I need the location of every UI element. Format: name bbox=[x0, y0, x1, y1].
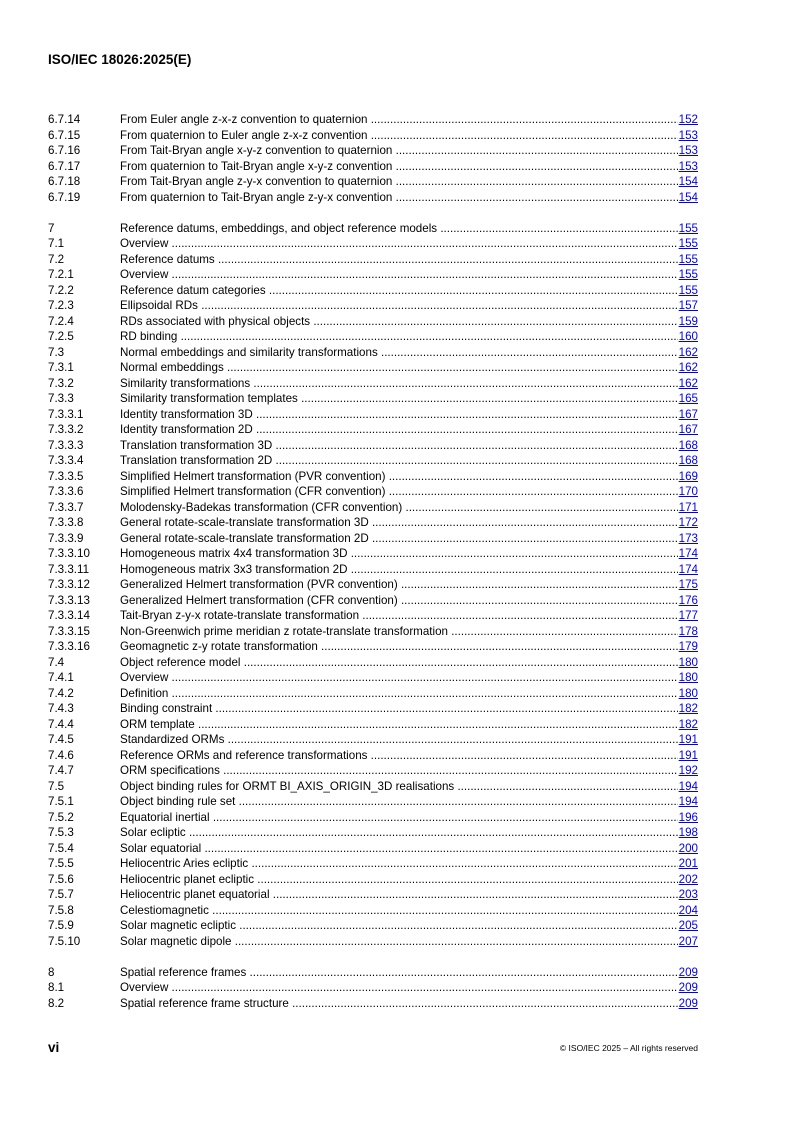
toc-entry-page-link[interactable]: 209 bbox=[678, 996, 698, 1010]
toc-entry-number: 7.5.3 bbox=[48, 826, 74, 839]
toc-entry-number: 6.7.17 bbox=[48, 159, 81, 173]
toc-entry-title: Simplified Helmert transformation (PVR convention) ..... bbox=[120, 469, 678, 485]
toc-entry-number: 7.1 bbox=[48, 237, 65, 250]
toc-entry-number: 7.5.4 bbox=[48, 841, 74, 855]
toc-entry bbox=[48, 794, 698, 810]
toc-entry bbox=[48, 655, 698, 671]
toc-entry-number: 7.3.3.2 bbox=[48, 423, 84, 436]
toc-entry bbox=[48, 360, 698, 376]
toc-entry-page-link[interactable]: 155 bbox=[678, 283, 698, 297]
toc-entry bbox=[48, 608, 698, 624]
toc-entry-page-link[interactable]: 194 bbox=[678, 795, 698, 808]
toc-entry-number: 7.3.3.5 bbox=[48, 469, 84, 483]
toc-entry-title: Reference datums ..... bbox=[120, 252, 678, 268]
toc-entry bbox=[48, 670, 698, 686]
toc-entry-title: Heliocentric Aries ecliptic ..... bbox=[120, 856, 678, 872]
toc-entry-number: 7.3.3.7 bbox=[48, 500, 84, 514]
toc-entry-title: Object binding rule set ..... bbox=[120, 794, 678, 810]
toc-entry bbox=[48, 267, 698, 283]
toc-entry-title: Solar equatorial ..... bbox=[120, 841, 678, 857]
toc-entry-number: 7.5.1 bbox=[48, 795, 74, 808]
toc-entry-title: RDs associated with physical objects ..... bbox=[120, 314, 678, 330]
toc-entry-page-link[interactable]: 155 bbox=[678, 221, 698, 235]
toc-entry bbox=[48, 872, 698, 888]
toc-entry-page-link[interactable]: 160 bbox=[678, 330, 698, 343]
toc-entry bbox=[48, 841, 698, 857]
toc-entry-number: 7.3.3.11 bbox=[48, 562, 90, 576]
toc-entry-number: 7.5.10 bbox=[48, 934, 81, 948]
toc-entry-title: ORM template ..... bbox=[120, 717, 678, 733]
toc-group bbox=[48, 965, 698, 1012]
toc-entry-page-link[interactable]: 201 bbox=[678, 857, 698, 870]
toc-entry-number: 7.3.3.3 bbox=[48, 438, 84, 452]
toc-entry-number: 7.3.3.14 bbox=[48, 609, 90, 622]
toc-entry-page-link[interactable]: 174 bbox=[678, 547, 698, 560]
toc-entry-page-link[interactable]: 200 bbox=[678, 841, 698, 855]
toc-entry-number: 7.4 bbox=[48, 655, 65, 669]
toc-entry-title: General rotate-scale-translate transformation 3D ..... bbox=[120, 515, 678, 531]
toc-entry bbox=[48, 686, 698, 702]
toc-entry-number: 7.3.3.4 bbox=[48, 454, 84, 467]
toc-entry-page-link[interactable]: 205 bbox=[678, 919, 698, 932]
toc-entry-page-link[interactable]: 155 bbox=[678, 237, 698, 250]
toc-entry-title: Identity transformation 3D ..... bbox=[120, 407, 678, 423]
toc-entry bbox=[48, 717, 698, 733]
toc-entry bbox=[48, 391, 698, 407]
toc-entry-title: Homogeneous matrix 4x4 transformation 3D ..... bbox=[120, 546, 678, 562]
toc-entry bbox=[48, 748, 698, 764]
toc-entry bbox=[48, 190, 698, 206]
toc-entry-number: 6.7.16 bbox=[48, 144, 81, 157]
toc-entry bbox=[48, 314, 698, 330]
toc-entry bbox=[48, 918, 698, 934]
toc-entry bbox=[48, 965, 698, 981]
toc-entry-number: 7.3.1 bbox=[48, 361, 74, 374]
toc-entry-page-link[interactable]: 179 bbox=[678, 640, 698, 653]
toc-entry-page-link[interactable]: 180 bbox=[678, 686, 698, 700]
toc-entry bbox=[48, 562, 698, 578]
toc-entry bbox=[48, 422, 698, 438]
toc-entry-number: 6.7.18 bbox=[48, 175, 81, 188]
toc-entry-number: 7.5.6 bbox=[48, 872, 74, 886]
table-of-contents bbox=[48, 112, 698, 1027]
toc-entry-title: Tait-Bryan z-y-x rotate-translate transformation ..... bbox=[120, 608, 678, 624]
toc-entry-number: 7.4.1 bbox=[48, 671, 74, 684]
toc-entry-title: RD binding ..... bbox=[120, 329, 678, 345]
toc-entry-number: 7.2.4 bbox=[48, 314, 74, 328]
toc-entry-page-link[interactable]: 162 bbox=[678, 376, 698, 390]
copyright-notice: © ISO/IEC 2025 – All rights reserved bbox=[559, 1043, 698, 1053]
toc-entry bbox=[48, 546, 698, 562]
toc-entry-page-link[interactable]: 153 bbox=[678, 128, 698, 142]
toc-entry-title: Translation transformation 2D ..... bbox=[120, 453, 678, 469]
toc-entry bbox=[48, 980, 698, 996]
toc-entry-number: 7.4.4 bbox=[48, 717, 74, 731]
toc-entry-page-link[interactable]: 198 bbox=[678, 826, 698, 839]
toc-entry-number: 7.3.3 bbox=[48, 392, 74, 405]
toc-entry-page-link[interactable]: 154 bbox=[678, 190, 698, 204]
toc-entry-title: Identity transformation 2D ..... bbox=[120, 422, 678, 438]
toc-entry bbox=[48, 701, 698, 717]
toc-entry bbox=[48, 577, 698, 593]
toc-entry-number: 7.3.3.9 bbox=[48, 531, 84, 545]
toc-entry-page-link[interactable]: 207 bbox=[678, 934, 698, 948]
toc-entry-title: Solar magnetic dipole ..... bbox=[120, 934, 678, 950]
toc-entry-page-link[interactable]: 194 bbox=[678, 779, 698, 793]
toc-entry bbox=[48, 996, 698, 1012]
toc-entry-page-link[interactable]: 209 bbox=[678, 965, 698, 979]
toc-entry bbox=[48, 236, 698, 252]
toc-entry-title: Overview ..... bbox=[120, 267, 678, 283]
toc-entry-title: From Euler angle z-x-z convention to quaternion ..... bbox=[120, 112, 678, 128]
toc-entry-page-link[interactable]: 155 bbox=[678, 252, 698, 266]
toc-entry bbox=[48, 469, 698, 485]
toc-entry-title: Normal embeddings and similarity transformations ..... bbox=[120, 345, 678, 361]
toc-entry-title: Equatorial inertial ..... bbox=[120, 810, 678, 826]
toc-entry-number: 8 bbox=[48, 965, 55, 979]
toc-entry-page-link[interactable]: 152 bbox=[678, 113, 698, 126]
toc-entry-number: 7.3.3.10 bbox=[48, 547, 90, 560]
toc-entry-number: 7.2.3 bbox=[48, 299, 74, 312]
toc-entry-title: Translation transformation 3D ..... bbox=[120, 438, 678, 454]
toc-entry-title: Non-Greenwich prime meridian z rotate-translate transformation ..... bbox=[120, 624, 678, 640]
toc-entry-number: 8.1 bbox=[48, 981, 65, 994]
toc-entry-page-link[interactable]: 191 bbox=[678, 748, 698, 762]
toc-entry-title: Reference ORMs and reference transformations ..... bbox=[120, 748, 678, 764]
toc-entry-page-link[interactable]: 168 bbox=[678, 454, 698, 467]
toc-entry-number: 7 bbox=[48, 221, 55, 235]
toc-entry-title: From Tait-Bryan angle x-y-z convention to quaternion ..... bbox=[120, 143, 678, 159]
toc-entry-title: Geomagnetic z-y rotate transformation ..... bbox=[120, 639, 678, 655]
toc-entry-number: 7.3.2 bbox=[48, 376, 74, 390]
toc-entry bbox=[48, 128, 698, 144]
toc-entry-title: Reference datum categories ..... bbox=[120, 283, 678, 299]
toc-entry-title: Binding constraint ..... bbox=[120, 701, 678, 717]
toc-entry-number: 7.3.3.16 bbox=[48, 640, 90, 653]
toc-entry-title: General rotate-scale-translate transformation 2D ..... bbox=[120, 531, 678, 547]
toc-entry-page-link[interactable]: 171 bbox=[678, 500, 698, 514]
toc-entry-page-link[interactable]: 162 bbox=[678, 361, 698, 374]
toc-entry-page-link[interactable]: 182 bbox=[678, 702, 698, 715]
toc-entry-page-link[interactable]: 167 bbox=[678, 407, 698, 421]
toc-entry-page-link[interactable]: 153 bbox=[678, 144, 698, 157]
toc-entry-page-link[interactable]: 175 bbox=[678, 578, 698, 591]
toc-entry-page-link[interactable]: 178 bbox=[678, 624, 698, 638]
toc-entry-page-link[interactable]: 170 bbox=[678, 485, 698, 498]
toc-entry-page-link[interactable]: 180 bbox=[678, 655, 698, 669]
toc-entry bbox=[48, 453, 698, 469]
toc-entry-title: Overview ..... bbox=[120, 670, 678, 686]
toc-entry bbox=[48, 221, 698, 237]
toc-entry-page-link[interactable]: 153 bbox=[678, 159, 698, 173]
toc-entry-number: 7.3.3.15 bbox=[48, 624, 90, 638]
toc-entry-number: 6.7.15 bbox=[48, 128, 81, 142]
toc-entry-title: Heliocentric planet equatorial ..... bbox=[120, 887, 678, 903]
toc-entry-number: 7.4.7 bbox=[48, 764, 74, 777]
toc-entry-title: Homogeneous matrix 3x3 transformation 2D ..... bbox=[120, 562, 678, 578]
toc-entry-title: Similarity transformations ..... bbox=[120, 376, 678, 392]
toc-entry-number: 7.3.3.1 bbox=[48, 407, 84, 421]
toc-entry-title: Ellipsoidal RDs ..... bbox=[120, 298, 678, 314]
toc-entry-number: 7.3.3.13 bbox=[48, 593, 90, 607]
toc-entry-page-link[interactable]: 172 bbox=[678, 516, 698, 529]
toc-entry bbox=[48, 283, 698, 299]
toc-entry-page-link[interactable]: 155 bbox=[678, 268, 698, 281]
toc-entry-page-link[interactable]: 159 bbox=[678, 314, 698, 328]
toc-entry-title: Similarity transformation templates ..... bbox=[120, 391, 678, 407]
toc-entry-number: 7.4.3 bbox=[48, 702, 74, 715]
toc-entry-number: 7.5.8 bbox=[48, 903, 74, 917]
toc-entry-title: From Tait-Bryan angle z-y-x convention to quaternion ..... bbox=[120, 174, 678, 190]
toc-entry-number: 7.3.3.8 bbox=[48, 516, 84, 529]
toc-entry-number: 8.2 bbox=[48, 996, 65, 1010]
toc-entry bbox=[48, 329, 698, 345]
toc-entry-title: ORM specifications ..... bbox=[120, 763, 678, 779]
toc-entry bbox=[48, 624, 698, 640]
toc-entry bbox=[48, 763, 698, 779]
toc-entry-number: 7.3.3.12 bbox=[48, 578, 90, 591]
toc-entry-number: 7.2.5 bbox=[48, 330, 74, 343]
toc-entry-number: 7.5.9 bbox=[48, 919, 74, 932]
toc-entry bbox=[48, 500, 698, 516]
toc-entry-page-link[interactable]: 202 bbox=[678, 872, 698, 886]
toc-entry-page-link[interactable]: 203 bbox=[678, 888, 698, 901]
toc-entry-page-link[interactable]: 162 bbox=[678, 345, 698, 359]
toc-entry-title: From quaternion to Tait-Bryan angle z-y-x convention ..... bbox=[120, 190, 678, 206]
toc-entry-title: Molodensky-Badekas transformation (CFR convention) ..... bbox=[120, 500, 678, 516]
toc-entry bbox=[48, 639, 698, 655]
toc-entry-title: Definition ..... bbox=[120, 686, 678, 702]
toc-entry-title: Solar magnetic ecliptic ..... bbox=[120, 918, 678, 934]
toc-entry-number: 7.3.3.6 bbox=[48, 485, 84, 498]
toc-entry-page-link[interactable]: 180 bbox=[678, 671, 698, 684]
toc-entry-number: 7.5 bbox=[48, 779, 65, 793]
toc-entry bbox=[48, 484, 698, 500]
toc-entry bbox=[48, 376, 698, 392]
toc-entry bbox=[48, 407, 698, 423]
toc-entry-page-link[interactable]: 204 bbox=[678, 903, 698, 917]
toc-entry-title: Spatial reference frames ..... bbox=[120, 965, 678, 981]
toc-entry-number: 7.2.2 bbox=[48, 283, 74, 297]
toc-entry bbox=[48, 298, 698, 314]
toc-entry bbox=[48, 112, 698, 128]
page-number: vi bbox=[48, 1040, 60, 1055]
toc-entry-page-link[interactable]: 169 bbox=[678, 469, 698, 483]
toc-entry-number: 7.4.6 bbox=[48, 748, 74, 762]
toc-entry-number: 6.7.14 bbox=[48, 113, 81, 126]
toc-entry-number: 7.5.7 bbox=[48, 888, 74, 901]
toc-entry-title: Standardized ORMs ..... bbox=[120, 732, 678, 748]
toc-entry-page-link[interactable]: 182 bbox=[678, 717, 698, 731]
toc-entry-number: 7.5.5 bbox=[48, 857, 74, 870]
toc-entry bbox=[48, 825, 698, 841]
toc-entry-title: Object reference model ..... bbox=[120, 655, 678, 671]
toc-entry-page-link[interactable]: 165 bbox=[678, 392, 698, 405]
toc-entry-number: 7.3 bbox=[48, 345, 65, 359]
toc-entry-number: 6.7.19 bbox=[48, 190, 81, 204]
toc-entry-title: Generalized Helmert transformation (CFR convention) ..... bbox=[120, 593, 678, 609]
toc-entry-page-link[interactable]: 192 bbox=[678, 764, 698, 777]
toc-entry-page-link[interactable]: 209 bbox=[678, 981, 698, 994]
toc-entry-title: Overview ..... bbox=[120, 980, 678, 996]
toc-entry bbox=[48, 438, 698, 454]
toc-entry bbox=[48, 779, 698, 795]
toc-entry-page-link[interactable]: 176 bbox=[678, 593, 698, 607]
toc-entry bbox=[48, 856, 698, 872]
toc-entry-number: 7.5.2 bbox=[48, 810, 74, 824]
toc-entry-title: Solar ecliptic ..... bbox=[120, 825, 678, 841]
toc-entry-page-link[interactable]: 157 bbox=[678, 299, 698, 312]
toc-entry bbox=[48, 593, 698, 609]
toc-entry-title: Spatial reference frame structure ..... bbox=[120, 996, 678, 1012]
toc-entry-title: Object binding rules for ORMT BI_AXIS_ORIGIN_3D realisations ..... bbox=[120, 779, 678, 795]
toc-entry-title: Simplified Helmert transformation (CFR convention) ..... bbox=[120, 484, 678, 500]
toc-entry bbox=[48, 887, 698, 903]
toc-entry bbox=[48, 159, 698, 175]
toc-entry-title: Celestiomagnetic ..... bbox=[120, 903, 678, 919]
toc-entry-page-link[interactable]: 191 bbox=[678, 733, 698, 746]
document-header: ISO/IEC 18026:2025(E) bbox=[48, 52, 192, 67]
toc-entry bbox=[48, 345, 698, 361]
toc-entry bbox=[48, 810, 698, 826]
toc-entry bbox=[48, 732, 698, 748]
toc-entry-title: Generalized Helmert transformation (PVR convention) ..... bbox=[120, 577, 678, 593]
toc-entry-page-link[interactable]: 174 bbox=[678, 562, 698, 576]
toc-entry-number: 7.4.5 bbox=[48, 733, 74, 746]
toc-entry bbox=[48, 903, 698, 919]
toc-entry-title: Heliocentric planet ecliptic ..... bbox=[120, 872, 678, 888]
toc-entry bbox=[48, 515, 698, 531]
toc-entry bbox=[48, 934, 698, 950]
toc-entry bbox=[48, 143, 698, 159]
toc-entry-page-link[interactable]: 177 bbox=[678, 609, 698, 622]
toc-group bbox=[48, 112, 698, 205]
toc-entry-page-link[interactable]: 167 bbox=[678, 423, 698, 436]
toc-entry-page-link[interactable]: 173 bbox=[678, 531, 698, 545]
toc-group bbox=[48, 221, 698, 950]
toc-entry bbox=[48, 174, 698, 190]
toc-entry-page-link[interactable]: 168 bbox=[678, 438, 698, 452]
toc-entry-number: 7.4.2 bbox=[48, 686, 74, 700]
toc-entry-title: From quaternion to Euler angle z-x-z convention ..... bbox=[120, 128, 678, 144]
toc-entry-title: Normal embeddings ..... bbox=[120, 360, 678, 376]
toc-entry-page-link[interactable]: 154 bbox=[678, 175, 698, 188]
toc-entry bbox=[48, 252, 698, 268]
toc-entry-title: Overview ..... bbox=[120, 236, 678, 252]
toc-entry bbox=[48, 531, 698, 547]
toc-entry-number: 7.2 bbox=[48, 252, 65, 266]
toc-entry-page-link[interactable]: 196 bbox=[678, 810, 698, 824]
toc-entry-title: Reference datums, embeddings, and object reference models ..... bbox=[120, 221, 678, 237]
toc-entry-title: From quaternion to Tait-Bryan angle x-y-z convention ..... bbox=[120, 159, 678, 175]
toc-entry-number: 7.2.1 bbox=[48, 268, 74, 281]
